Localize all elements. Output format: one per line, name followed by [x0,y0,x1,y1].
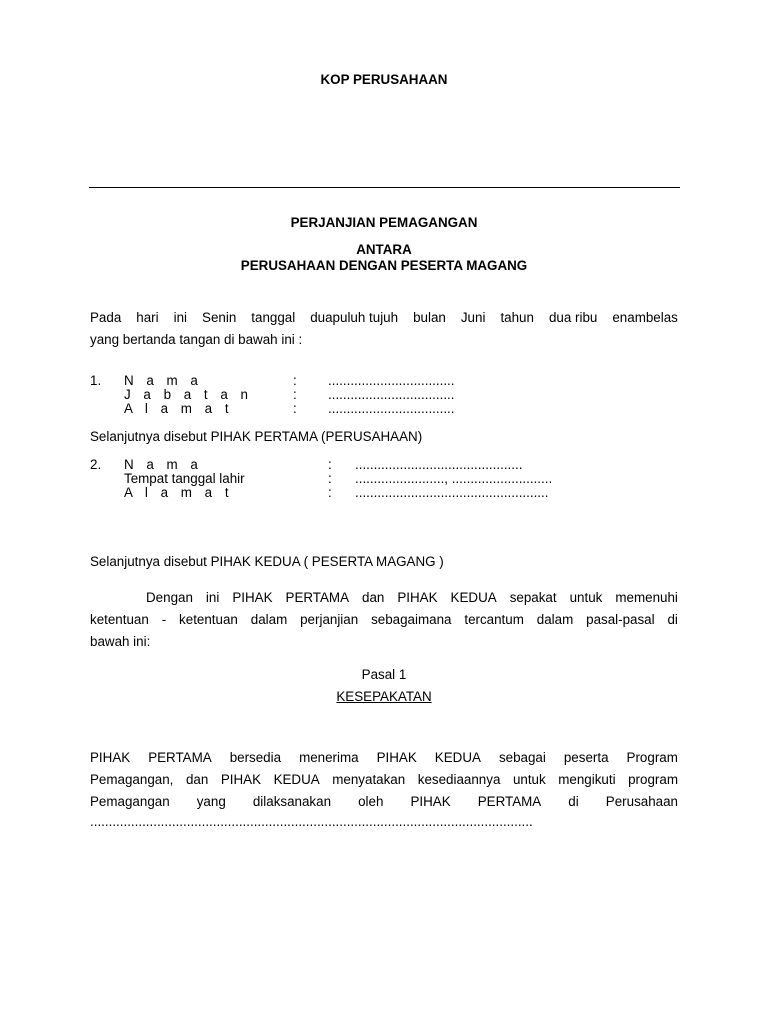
intro-word: duapuluh tujuh [310,310,399,325]
party1-position-value: .................................. [328,387,455,402]
article-body-line-2 [90,772,678,787]
intro-word: tahun [500,310,534,325]
article-body-line-1 [90,750,678,765]
party2-designation: Selanjutnya disebut PIHAK KEDUA ( PESERTA MAGANG ) [90,554,444,569]
article-body-word: sebagai [498,750,546,765]
agreement-word: untuk [569,590,603,605]
party2-number: 2. [90,457,102,472]
agreement-line-1 [146,590,678,605]
article-body-word: program [628,772,678,787]
article-body-word: yang [196,794,226,809]
article-body-word: PIHAK [376,750,417,765]
agreement-word: di [667,612,678,627]
intro-word: enambelas [612,310,678,325]
article-body-line-3 [90,794,678,809]
agreement-word: PERTAMA [285,590,350,605]
letterhead-divider [89,187,680,188]
article-body-word: KEDUA [273,772,320,787]
article-body-word: KEDUA [434,750,481,765]
agreement-word: tercantum [464,612,524,627]
agreement-word: KEDUA [450,590,497,605]
party1-position-colon: : [293,387,297,402]
agreement-word: sebagaimana [371,612,452,627]
agreement-line-2 [90,612,678,627]
article-heading: KESEPAKATAN [336,689,432,704]
agreement-word: dan [362,590,385,605]
intro-word: Pada [90,310,122,325]
intro-word: ini [173,310,188,325]
agreement-word: - [161,612,167,627]
article-body-word: Perusahaan [605,794,678,809]
party2-address-value: .................................................... [355,485,549,500]
intro-word: bulan [413,310,446,325]
party2-name-label: N a m a [124,457,203,472]
agreement-word: PIHAK [397,590,438,605]
party1-position-label: J a b a t a n [124,387,253,402]
agreement-word: pasal-pasal [586,612,655,627]
agreement-word: memenuhi [615,590,678,605]
intro-word: tanggal [251,310,296,325]
agreement-word: dalam [250,612,288,627]
article-body-word: bersedia [229,750,282,765]
article-body-word: Pemagangan [90,794,170,809]
document-subtitle-parties: PERUSAHAAN DENGAN PESERTA MAGANG [240,258,528,273]
party2-birth-label: Tempat tanggal lahir [124,471,245,486]
agreement-word: PIHAK [232,590,273,605]
intro-line-2: yang bertanda tangan di bawah ini : [90,332,303,347]
article-body-word: PIHAK [220,772,262,787]
article-body-word: kesediaannya [417,772,501,787]
party1-address-value: .................................. [328,401,455,416]
party2-name-colon: : [328,457,332,472]
party1-address-label: A l a m a t [124,401,234,416]
agreement-word: ketentuan [179,612,238,627]
intro-word: Juni [460,310,486,325]
article-body-word: Program [626,750,678,765]
party2-birth-colon: : [328,471,332,486]
party1-name-colon: : [293,373,297,388]
article-body-line-4: ....................................................................................................................... [90,814,533,829]
agreement-word: perjanjian [300,612,359,627]
article-body-word: PERTAMA [477,794,542,809]
document-subtitle-between: ANTARA [356,242,412,257]
party1-name-label: N a m a [124,373,203,388]
intro-word: Senin [202,310,237,325]
article-body-word: mengikuti [558,772,616,787]
agreement-line-3: bawah ini: [90,634,151,649]
article-body-word: menyatakan [332,772,406,787]
party1-designation: Selanjutnya disebut PIHAK PERTAMA (PERUSAHAAN) [90,429,423,444]
article-body-word: PERTAMA [148,750,212,765]
article-body-word: PIHAK [410,794,451,809]
article-body-word: dilaksanakan [252,794,332,809]
party2-address-label: A l a m a t [124,485,234,500]
article-number: Pasal 1 [361,667,407,682]
agreement-word: ini [205,590,220,605]
article-body-word: peserta [563,750,609,765]
agreement-word: sepakat [509,590,557,605]
article-body-word: menerima [299,750,359,765]
article-body-word: PIHAK [90,750,131,765]
party1-address-colon: : [293,401,297,416]
party1-name-value: .................................. [328,373,455,388]
intro-word: dua ribu [548,310,598,325]
agreement-word: dalam [536,612,574,627]
agreement-word: Dengan [146,590,193,605]
intro-line-1 [90,310,678,325]
article-body-word: di [568,794,579,809]
intro-word: hari [136,310,159,325]
article-body-word: dan [185,772,209,787]
party1-number: 1. [90,373,102,388]
document-title: PERJANJIAN PEMAGANGAN [290,215,478,230]
party2-address-colon: : [328,485,332,500]
party2-birth-value: ........................, ........................... [355,471,553,486]
party2-name-value: ............................................. [355,457,523,472]
article-body-word: Pemagangan, [90,772,174,787]
agreement-word: ketentuan [90,612,149,627]
article-body-word: untuk [512,772,546,787]
letterhead: KOP PERUSAHAAN [320,72,448,87]
article-body-word: oleh [358,794,384,809]
